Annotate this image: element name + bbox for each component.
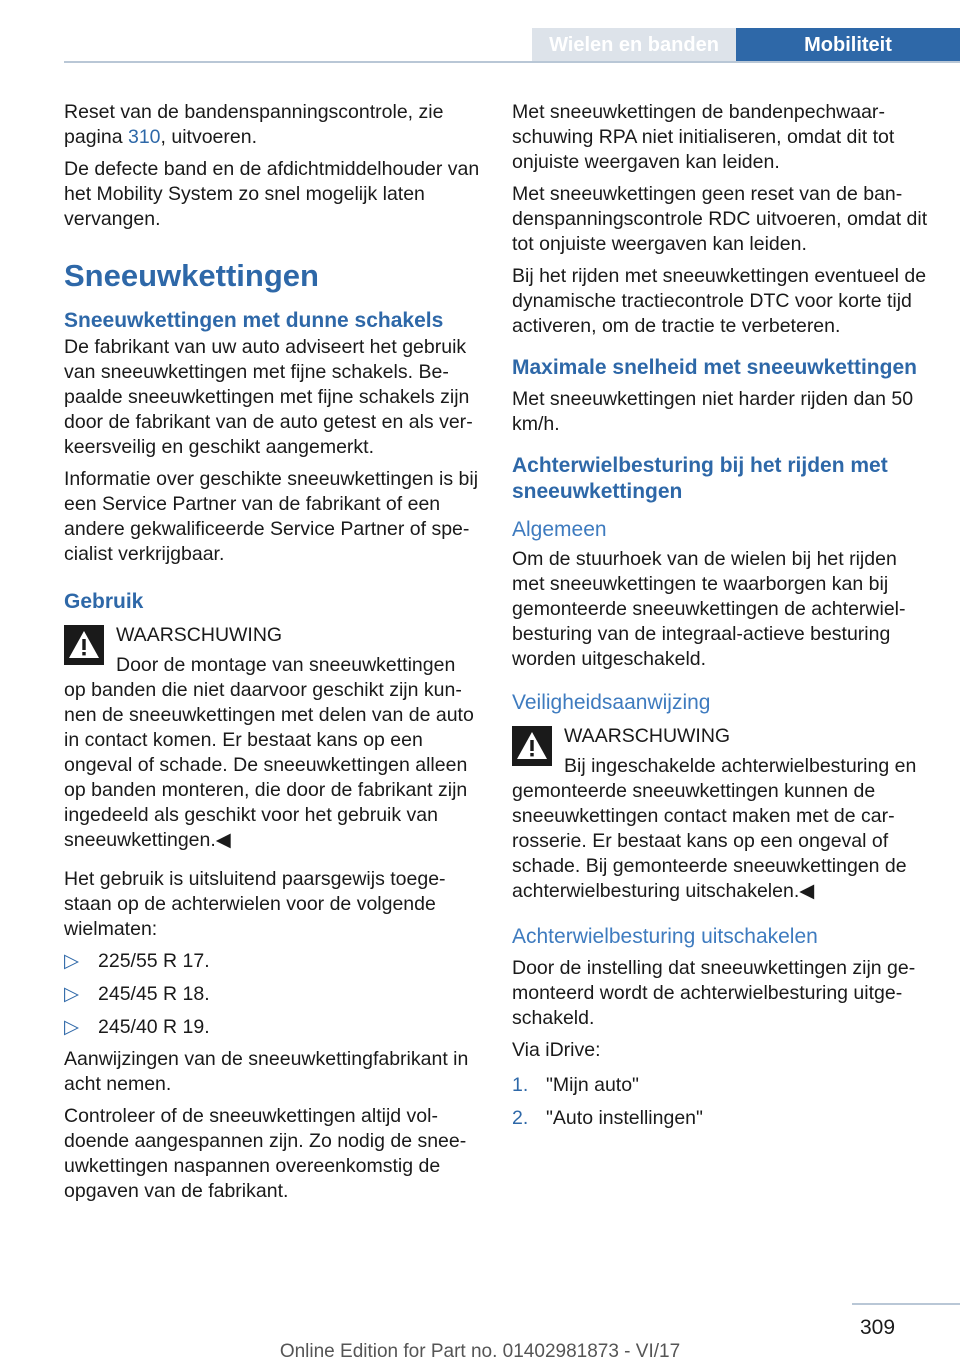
paragraph: Controleer of de sneeuwkettingen altijd voldoende aangespannen zijn. Zo nodig de sneeuwkettingen naspannen overeenkomstig de opgaven van de fabrikant. xyxy=(64,1105,467,1202)
warning-icon xyxy=(64,625,104,665)
paragraph: Door de instelling dat sneeuwkettingen zijn gemonteerd wordt de achterwielbesturing uitgeschakeld. xyxy=(512,957,916,1029)
paragraph: Het gebruik is uitsluitend paarsgewijs toegestaan op de achterwielen voor de volgende wielmaten: xyxy=(64,868,446,940)
chapter-tab: Mobiliteit xyxy=(736,28,960,62)
list-item xyxy=(512,1106,930,1139)
step-text: "Mijn auto" xyxy=(546,1074,639,1096)
paragraph: Aanwijzingen van de sneeuwkettingfabrikant in acht nemen. xyxy=(64,1048,469,1095)
warning-text: Bij ingeschakelde achterwielbesturing en gemonteerde sneeuwkettingen kunnen de sneeuwkettingen contact maken met de carrosserie. Er bestaat kans op een ongeval of schade. Bij gemonteerde sneeuwkettingen de achterwielbesturing uitschakelen.◀ xyxy=(512,755,917,902)
edition-footer: Online Edition for Part no. 01402981873 - VI/17 xyxy=(279,1341,681,1362)
list-item-text: 245/45 R 18. xyxy=(98,983,210,1005)
section-heading: Sneeuwkettingen met dunne schakels xyxy=(64,309,444,332)
left-column xyxy=(64,100,482,1211)
paragraph: Met sneeuwkettingen niet harder rijden dan 50 km/h. xyxy=(512,388,914,435)
paragraph: De defecte band en de afdichtmiddelhouder van het Mobility System zo snel mogelijk laten vervangen. xyxy=(64,158,480,230)
page-link[interactable]: 310 xyxy=(127,126,161,148)
idrive-steps-list xyxy=(512,1073,930,1139)
page-header xyxy=(0,0,960,62)
subsection-heading: Veiligheidsaanwijzing xyxy=(512,691,711,714)
triangle-bullet-icon: ▷ xyxy=(64,1016,79,1038)
footer-divider xyxy=(852,1303,960,1305)
list-item xyxy=(64,1015,482,1043)
paragraph: Om de stuurhoek van de wielen bij het rijden met sneeuwkettingen te waarborgen kan bij gemonteerde sneeuwkettingen de achterwielbesturing van de integraal-actieve besturing worden uitgeschakeld. xyxy=(512,548,906,670)
header-divider xyxy=(64,61,960,63)
warning-title: WAARSCHUWING xyxy=(116,624,283,646)
paragraph: Via iDrive: xyxy=(512,1039,601,1061)
paragraph: Met sneeuwkettingen geen reset van de bandenspanningscontrole RDC uitvoeren, omdat dit tot onjuiste weergaven kan leiden. xyxy=(512,183,928,255)
wheel-size-list xyxy=(64,949,482,1043)
step-text: "Auto instellingen" xyxy=(546,1107,703,1129)
triangle-bullet-icon: ▷ xyxy=(64,983,79,1005)
subsection-heading: Achterwielbesturing uitschakelen xyxy=(512,925,818,948)
list-item xyxy=(64,982,482,1015)
subsection-heading: Algemeen xyxy=(512,518,607,541)
list-item xyxy=(64,949,482,982)
paragraph: Informatie over geschikte sneeuwkettingen is bij een Service Partner van de fabrikant of een andere gekwalificeerde Service Partner of specialist verkrijgbaar. xyxy=(64,468,479,565)
triangle-bullet-icon: ▷ xyxy=(64,950,79,972)
subsection-heading: Maximale snelheid met sneeuwkettingen xyxy=(512,356,917,379)
chapter-heading: Sneeuwkettingen xyxy=(64,258,319,293)
step-number: 1. xyxy=(512,1074,529,1096)
paragraph xyxy=(64,100,482,150)
step-number: 2. xyxy=(512,1107,529,1129)
paragraph: De fabrikant van uw auto adviseert het gebruik van sneeuwkettingen met fijne schakels. Bepaalde sneeuwkettingen met fijne schakels zijn door de fabrikant van de auto getest en als verkeersveilig en geschikt aangemerkt. xyxy=(64,336,473,458)
section-tab: Wielen en banden xyxy=(532,28,736,62)
paragraph: Met sneeuwkettingen de bandenpechwaarschuwing RPA niet initialiseren, omdat dit tot onjuiste weergaven kan leiden. xyxy=(512,101,895,173)
warning-box xyxy=(512,724,930,904)
warning-box xyxy=(64,623,482,853)
list-item-text: 225/55 R 17. xyxy=(98,950,210,972)
subsection-heading: Gebruik xyxy=(64,590,144,613)
text: Reset van de bandenspanningscontrole, zie pagina xyxy=(64,101,444,148)
paragraph: Bij het rijden met sneeuwkettingen eventueel de dynamische tractiecontrole DTC voor korte tijd activeren, om de tractie te verbeteren. xyxy=(512,265,927,337)
warning-icon xyxy=(512,726,552,766)
list-item xyxy=(512,1073,930,1106)
right-column xyxy=(512,100,930,1143)
subsection-heading: Achterwielbesturing bij het rijden met sneeuwkettingen xyxy=(512,454,888,503)
list-item-text: 245/40 R 19. xyxy=(98,1016,210,1038)
warning-text: Door de montage van sneeuwkettingen op banden die niet daarvoor geschikt zijn kunnen de sneeuwkettingen met delen van de auto in contact komen. Er bestaat kans op een ongeval of schade. De sneeuwkettingen alleen op banden monteren, die door de fabrikant zijn ingedeeld als geschikt voor het gebruik van sneeuwkettingen.◀ xyxy=(64,654,474,851)
warning-title: WAARSCHUWING xyxy=(564,725,731,747)
text: , uitvoeren. xyxy=(160,126,258,148)
page-number: 309 xyxy=(860,1316,896,1339)
